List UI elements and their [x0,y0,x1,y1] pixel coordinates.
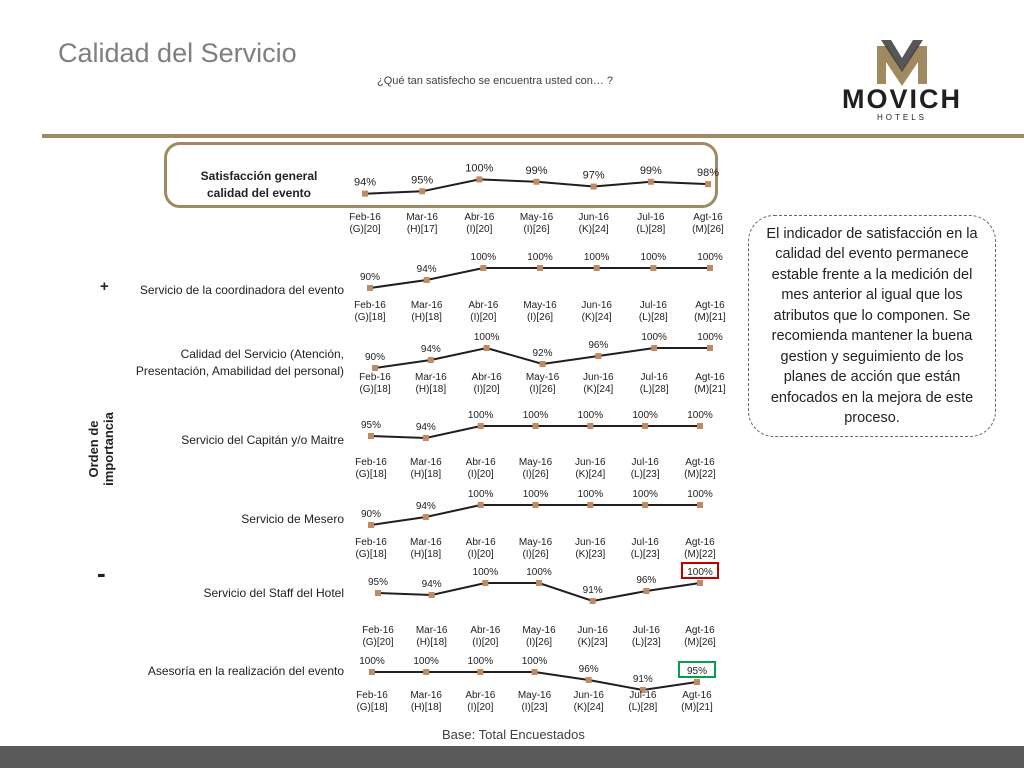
chart-0-data-label-2: 100% [465,162,494,175]
chart-6-data-label-2: 100% [467,656,494,667]
chart-4-category-label-2: Abr-16 [465,537,496,548]
chart-5-base-label-6: (M)[26] [684,637,716,648]
chart-5-data-label-3: 100% [526,567,552,578]
chart-1-category-label-4: Jun-16 [581,300,612,311]
chart-3-point-6 [697,423,703,429]
chart-2-data-label-6: 100% [697,332,723,343]
chart-2-base-label-2: (I)[20] [473,384,500,395]
chart-1-category-label-1: Mar-16 [410,300,443,311]
chart-4-data-label-0: 90% [360,509,382,520]
chart-3-base-label-2: (I)[20] [467,469,494,480]
chart-6-point-1 [423,669,429,675]
chart-6-point-2 [477,669,483,675]
chart-6-category-label-1: Mar-16 [410,690,443,701]
chart-2-base-label-5: (L)[28] [639,384,669,395]
chart-3-data-label-0: 95% [360,420,382,431]
chart-1-base-label-5: (L)[28] [638,312,668,323]
chart-6-base-label-4: (K)[24] [573,702,604,713]
chart-3-point-5 [642,423,648,429]
chart-1-category-label-2: Abr-16 [468,300,499,311]
chart-0-base-label-5: (L)[28] [636,224,666,235]
row-label-capitan: Servicio del Capitán y/o Maitre [181,433,344,447]
chart-6-point-0 [369,669,375,675]
chart-4-category-label-5: Jul-16 [631,537,659,548]
chart-4-base-label-4: (K)[23] [575,549,606,560]
chart-1-category-label-5: Jul-16 [639,300,667,311]
chart-1-data-label-3: 100% [527,252,553,263]
chart-0-point-5 [648,179,654,185]
chart-3-data-label-3: 100% [522,410,549,421]
chart-4-base-label-6: (M)[22] [684,549,716,560]
logo-sub-text: HOTELS [876,113,928,122]
chart-2-base-label-1: (H)[18] [415,384,447,395]
chart-2-category-label-5: Jul-16 [640,372,668,383]
chart-2-category-label-0: Feb-16 [359,372,391,383]
chart-4-point-2 [478,502,484,508]
chart-4-base-label-2: (I)[20] [467,549,494,560]
chart-1-point-3 [537,265,543,271]
chart-3-category-label-0: Feb-16 [355,457,387,468]
chart-2-point-1 [428,357,434,363]
importance-minus-sign: - [97,558,106,588]
chart-4-data-label-3: 100% [522,489,549,500]
chart-0-data-label-4: 97% [582,169,605,182]
chart-4-category-label-6: Agt-16 [685,537,715,548]
overall-satisfaction-label: Satisfacción general calidad del evento [200,169,318,200]
chart-4-data-label-1: 94% [415,501,436,512]
chart-6-data-label-6: 95% [686,666,708,677]
chart-5-point-4 [590,598,596,604]
insight-callout-text: El indicador de satisfacción en la calidad del evento permanece estable frente a la medición del mes anterior al igual que los atributos que lo componen. Se recomienda mantener la buena gestion y seguimiento de los planes de acción que están enfocados en la mejora de este proceso. [766,225,978,426]
chart-4-base-label-3: (I)[26] [522,549,549,560]
chart-4-data-label-6: 100% [687,489,713,500]
chart-6-category-label-5: Jul-16 [629,690,657,701]
chart-2-category-label-2: Abr-16 [471,372,502,383]
chart-2-base-label-3: (I)[26] [529,384,556,395]
chart-6-category-label-0: Feb-16 [356,690,388,701]
chart-3-data-label-5: 100% [632,410,658,421]
chart-1-point-6 [707,265,713,271]
chart-5-point-6 [697,580,703,586]
chart-1-data-label-6: 100% [697,252,723,263]
chart-2-category-label-4: Jun-16 [583,372,614,383]
chart-3-data-label-6: 100% [687,410,713,421]
chart-6-data-label-3: 100% [521,656,548,667]
chart-4-base-label-5: (L)[23] [630,549,660,560]
chart-0-data-label-3: 99% [525,164,548,177]
chart-3-base-label-3: (I)[26] [522,469,549,480]
chart-6-data-label-0: 100% [359,656,385,667]
chart-2-point-5 [651,345,657,351]
row-label-asesoria: Asesoría en la realización del evento [147,664,344,678]
chart-0-point-6 [705,181,711,187]
chart-0-point-1 [419,188,425,194]
chart-1-point-1 [424,277,430,283]
chart-1-point-0 [367,285,373,291]
chart-1-base-label-4: (K)[24] [581,312,612,323]
chart-2-data-label-3: 92% [532,348,553,359]
chart-6-base-label-0: (G)[18] [356,702,388,713]
chart-4-category-label-1: Mar-16 [409,537,442,548]
chart-3-category-label-2: Abr-16 [465,457,496,468]
chart-5-base-label-0: (G)[20] [362,637,394,648]
chart-4-point-5 [642,502,648,508]
chart-3-category-label-6: Agt-16 [685,457,715,468]
chart-3-point-2 [478,423,484,429]
chart-4-point-6 [697,502,703,508]
chart-2-category-label-3: May-16 [525,372,560,383]
chart-5-data-label-0: 95% [367,577,389,588]
chart-3-base-label-0: (G)[18] [355,469,387,480]
chart-4-data-label-5: 100% [632,489,658,500]
chart-1-point-4 [594,265,600,271]
chart-2-point-0 [372,365,378,371]
chart-6-data-label-1: 100% [413,656,439,667]
chart-4-point-4 [587,502,593,508]
chart-1-base-label-1: (H)[18] [411,312,442,323]
chart-3-base-label-1: (H)[18] [410,469,442,480]
chart-6-category-label-2: Abr-16 [465,690,496,701]
chart-2-base-label-6: (M)[21] [694,384,726,395]
chart-1-point-5 [650,265,656,271]
chart-0-data-label-1: 95% [411,174,434,187]
chart-6-base-label-3: (I)[23] [521,702,548,713]
chart-5-base-label-5: (L)[23] [631,637,661,648]
chart-4-point-3 [533,502,539,508]
chart-5-base-label-4: (K)[23] [577,637,608,648]
chart-3-base-label-6: (M)[22] [684,469,716,480]
chart-0-base-label-0: (G)[20] [349,224,381,235]
chart-3-category-label-5: Jul-16 [631,457,659,468]
footer-bar [0,746,1024,768]
chart-3-category-label-1: Mar-16 [409,457,442,468]
chart-3-data-label-4: 100% [577,410,604,421]
chart-0-base-label-2: (I)[20] [466,224,493,235]
chart-5-category-label-1: Mar-16 [415,625,448,636]
chart-3-point-4 [587,423,593,429]
chart-3-base-label-5: (L)[23] [630,469,660,480]
chart-1-data-label-4: 100% [583,252,610,263]
chart-1-category-label-3: May-16 [523,300,557,311]
chart-1-base-label-0: (G)[18] [354,312,386,323]
chart-5-category-label-3: May-16 [522,625,556,636]
chart-6-point-4 [586,677,592,683]
importance-plus-sign: + [100,278,109,295]
chart-5-category-label-2: Abr-16 [470,625,501,636]
chart-0-data-label-5: 99% [639,164,662,177]
chart-0-base-label-1: (H)[17] [406,224,438,235]
chart-1-point-2 [480,265,486,271]
chart-0-category-label-4: Jun-16 [578,212,609,223]
chart-1-data-label-2: 100% [470,252,497,263]
chart-5-base-label-3: (I)[26] [525,637,553,648]
chart-4-category-label-4: Jun-16 [575,537,606,548]
chart-5-point-3 [536,580,542,586]
chart-1-data-label-5: 100% [640,252,667,263]
row-label-mesero: Servicio de Mesero [241,512,344,526]
chart-4-base-label-1: (H)[18] [410,549,442,560]
chart-3-data-label-1: 94% [415,422,436,433]
chart-1-data-label-0: 90% [359,272,381,283]
chart-3-point-3 [533,423,539,429]
chart-5-data-label-1: 94% [421,579,442,590]
logo-brand-text: MOVICH [842,84,962,114]
chart-5-point-5 [643,588,649,594]
chart-3-data-label-2: 100% [467,410,494,421]
chart-2-point-3 [540,361,546,367]
chart-5-base-label-2: (I)[20] [472,637,499,648]
chart-0-category-label-2: Abr-16 [464,212,495,223]
chart-1-base-label-3: (I)[26] [526,312,554,323]
chart-1-category-label-6: Agt-16 [695,300,725,311]
chart-6-point-6 [694,679,700,685]
chart-0-category-label-0: Feb-16 [349,212,381,223]
chart-4-data-label-4: 100% [577,489,604,500]
chart-6-data-label-5: 91% [632,674,653,685]
chart-4-data-label-2: 100% [467,489,494,500]
chart-0-base-label-3: (I)[26] [523,224,550,235]
chart-3-category-label-3: May-16 [518,457,553,468]
chart-0-base-label-6: (M)[26] [692,224,724,235]
chart-4-point-1 [423,514,429,520]
chart-6-data-label-4: 96% [578,664,599,675]
chart-0-point-3 [534,179,540,185]
chart-2-base-label-4: (K)[24] [583,384,614,395]
importance-axis-title: Orden de importancia [86,412,116,486]
chart-5-data-label-5: 96% [636,575,657,586]
chart-5-point-0 [375,590,381,596]
chart-6-base-label-1: (H)[18] [410,702,442,713]
chart-0-category-label-1: Mar-16 [406,212,439,223]
chart-5-point-1 [429,592,435,598]
chart-0-data-label-6: 98% [696,167,720,180]
chart-1-base-label-2: (I)[20] [470,312,497,323]
chart-1-base-label-6: (M)[21] [694,312,726,323]
chart-0-point-2 [476,176,482,182]
chart-2-data-label-0: 90% [364,352,386,363]
chart-2-point-6 [707,345,713,351]
chart-5-data-label-2: 100% [472,567,499,578]
chart-5-category-label-4: Jun-16 [577,625,608,636]
chart-2-point-2 [484,345,490,351]
chart-3-point-1 [423,435,429,441]
chart-4-point-0 [368,522,374,528]
chart-2-data-label-5: 100% [641,332,667,343]
chart-1-data-label-1: 94% [416,264,437,275]
chart-3-point-0 [368,433,374,439]
chart-6-base-label-6: (M)[21] [681,702,713,713]
chart-6-point-3 [532,669,538,675]
chart-4-category-label-3: May-16 [518,537,553,548]
chart-0-point-0 [362,191,368,197]
chart-6-base-label-5: (L)[28] [628,702,658,713]
chart-4-category-label-0: Feb-16 [355,537,387,548]
chart-3-category-label-4: Jun-16 [575,457,606,468]
chart-3-base-label-4: (K)[24] [575,469,606,480]
chart-0-base-label-4: (K)[24] [578,224,609,235]
row-label-staff-hotel: Servicio del Staff del Hotel [203,586,344,600]
chart-0-data-label-0: 94% [353,176,377,189]
chart-0-category-label-5: Jul-16 [637,212,665,223]
chart-2-base-label-0: (G)[18] [359,384,391,395]
chart-0-point-4 [591,184,597,190]
chart-4-base-label-0: (G)[18] [355,549,387,560]
chart-6-category-label-3: May-16 [517,690,552,701]
chart-5-category-label-6: Agt-16 [685,625,715,636]
chart-2-point-4 [595,353,601,359]
chart-2-data-label-1: 94% [420,344,441,355]
page-title: Calidad del Servicio [58,38,297,68]
chart-0-category-label-3: May-16 [519,212,554,223]
survey-question: ¿Qué tan satisfecho se encuentra usted con… ? [377,75,614,87]
chart-5-data-label-4: 91% [582,585,603,596]
chart-5-point-2 [482,580,488,586]
row-label-calidad-servicio: Calidad del Servicio (Atención, Presentación, Amabilidad del personal) [135,347,344,378]
row-label-coordinadora: Servicio de la coordinadora del evento [139,283,344,297]
chart-6-base-label-2: (I)[20] [467,702,494,713]
base-note: Base: Total Encuestados [442,727,585,742]
chart-6-category-label-4: Jun-16 [573,690,604,701]
chart-5-base-label-1: (H)[18] [416,637,447,648]
chart-0-category-label-6: Agt-16 [693,212,723,223]
chart-2-category-label-6: Agt-16 [695,372,725,383]
chart-5-category-label-0: Feb-16 [362,625,394,636]
chart-6-category-label-6: Agt-16 [682,690,712,701]
chart-5-data-label-6: 100% [687,567,713,578]
chart-2-data-label-2: 100% [473,332,500,343]
chart-2-category-label-1: Mar-16 [414,372,447,383]
chart-1-category-label-0: Feb-16 [354,300,386,311]
chart-5-category-label-5: Jul-16 [632,625,660,636]
chart-2-data-label-4: 96% [588,340,609,351]
